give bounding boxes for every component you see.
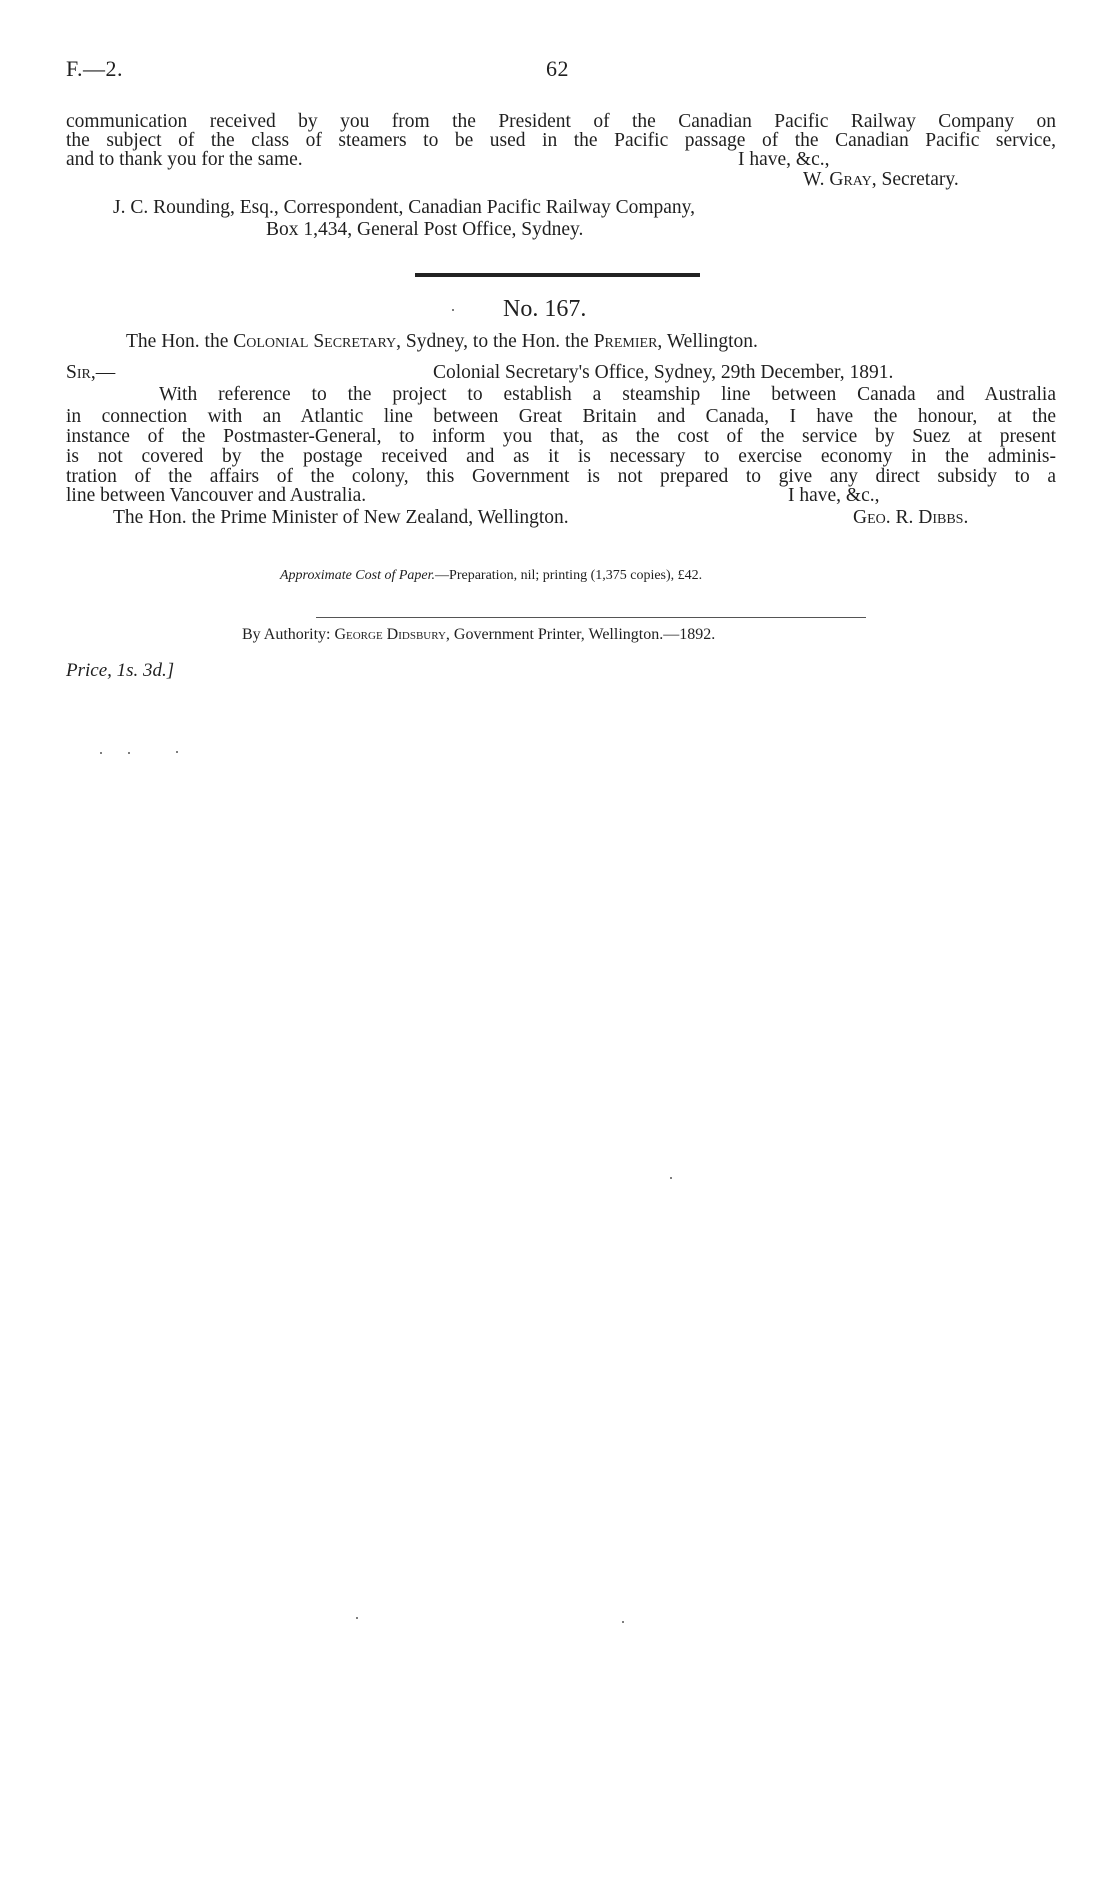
letter-number: No. 167.: [503, 296, 587, 322]
letter1-line-2: the subject of the class of steamers to be used in the Pacific passage of the Canadian Pacific service,: [66, 130, 1056, 151]
letter2-line-2: in connection with an Atlantic line between Great Britain and Canada, I have the honour, at the: [66, 406, 1056, 427]
footer-rule: [316, 617, 866, 618]
section-code: F.—2.: [66, 56, 123, 81]
letter1-addressee-line-1: J. C. Rounding, Esq., Correspondent, Canadian Pacific Railway Company,: [113, 197, 696, 218]
price: Price, 1s. 3d.]: [66, 660, 175, 681]
letter2-line-6: line between Vancouver and Australia.: [66, 485, 367, 506]
letter2-signature: Geo. R. Dibbs.: [853, 507, 969, 528]
scan-speck: [670, 1177, 672, 1179]
authority-prefix: By Authority:: [242, 626, 331, 643]
scan-speck: [100, 752, 102, 754]
signature-name: W. Gray,: [803, 169, 877, 190]
scan-speck: [622, 1621, 624, 1623]
letter1-addressee-line-2: Box 1,434, General Post Office, Sydney.: [266, 219, 584, 240]
printer-name: George Didsbury,: [334, 626, 450, 643]
section-divider: [415, 273, 700, 277]
letter2-closing: I have, &c.,: [788, 485, 880, 506]
page-number: 62: [546, 56, 569, 81]
printer-authority: [242, 626, 715, 644]
dateline: Colonial Secretary's Office, Sydney, 29th December, 1891.: [433, 362, 894, 383]
scan-speck: [452, 309, 454, 311]
letter2-addressee: The Hon. the Prime Minister of New Zealand, Wellington.: [113, 507, 569, 528]
letter1-closing: I have, &c.,: [738, 149, 830, 170]
route-middle: Sydney, to the Hon. the: [405, 331, 589, 352]
cost-label: Approximate Cost of Paper.: [280, 568, 436, 583]
route-from-title: Colonial Secretary,: [233, 331, 402, 352]
letter2-line-4: is not covered by the postage received and as it is necessary to exercise economy in the adminis-: [66, 446, 1056, 467]
letter2-line-5: tration of the affairs of the colony, this Government is not prepared to give any direct subsidy to a: [66, 466, 1056, 487]
cost-text: —Preparation, nil; printing (1,375 copies), £42.: [435, 568, 703, 583]
scan-speck: [356, 1617, 358, 1619]
letter1-signature: [803, 170, 959, 189]
salutation: Sir,—: [66, 362, 116, 383]
letter2-line-3: instance of the Postmaster-General, to inform you that, as the cost of the service by Suez at present: [66, 426, 1056, 447]
scan-speck: [128, 752, 130, 754]
authority-suffix: Government Printer, Wellington.—1892.: [453, 626, 716, 643]
scan-speck: [176, 751, 178, 753]
route-prefix: The Hon. the: [126, 331, 229, 352]
signature-title: Secretary.: [881, 169, 959, 190]
letter1-line-3: and to thank you for the same.: [66, 149, 303, 170]
letter1-line-1: communication received by you from the President of the Canadian Pacific Railway Company on: [66, 111, 1056, 132]
cost-note: [280, 568, 702, 584]
route-to-title: Premier,: [593, 331, 663, 352]
route-suffix: Wellington.: [666, 331, 758, 352]
letter2-route: [126, 332, 758, 351]
letter2-line-1: With reference to the project to establish a steamship line between Canada and Australia: [159, 384, 1056, 405]
